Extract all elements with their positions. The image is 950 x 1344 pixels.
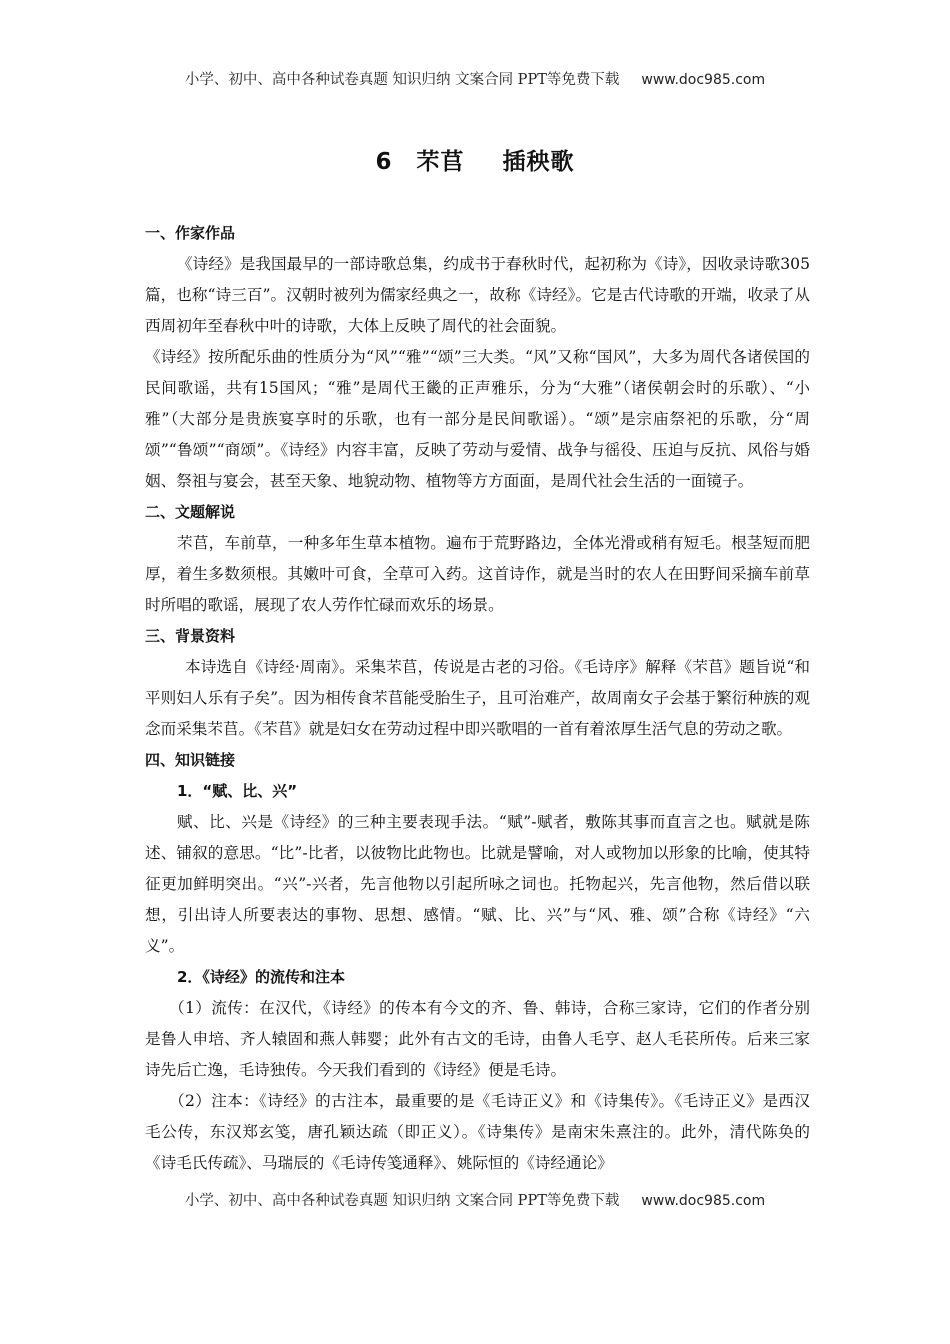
section-heading-author-works: 一、作家作品 — [145, 224, 236, 242]
header-text: 小学、初中、高中各种试卷真题 知识归纳 文案合同 PPT等免费下载 — [184, 72, 620, 88]
header-url[interactable]: www.doc985.com — [641, 72, 766, 88]
page-header — [0, 68, 950, 89]
footer-url[interactable]: www.doc985.com — [641, 1193, 766, 1209]
footer-text: 小学、初中、高中各种试卷真题 知识归纳 文案合同 PPT等免费下载 — [184, 1193, 620, 1209]
section-heading-background: 三、背景资料 — [145, 627, 236, 645]
paragraph-fu-bi-xing: 赋、比、兴是《诗经》的三种主要表现手法。“赋”-赋者，敷陈其事而直言之也。赋就是陈述、铺叙的意思。“比”-比者，以彼物比此物也。比就是譬喻，对人或物加以形象的比喻，使其特征更加鲜明突出。“兴”-兴者，先言他物以引起所咏之词也。托物起兴，先言他物，然后借以联想，引出诗人所要表达的事物、思想、感情。“赋、比、兴”与“风、雅、颂”合称《诗经》“六义”。 — [145, 813, 810, 955]
paragraph-annotations: （2）注本：《诗经》的古注本，最重要的是《毛诗正义》和《诗集传》。《毛诗正义》是西汉毛公传，东汉郑玄笺，唐孔颖达疏（即正义）。《诗集传》是南宋朱熹注的。此外，清代陈奂的《诗毛氏传疏》、马瑞辰的《毛诗传笺通释》、姚际恒的《诗经通论》 — [145, 1092, 810, 1172]
title-number: 6 — [375, 149, 393, 175]
paragraph-author-works-1: 《诗经》是我国最早的一部诗歌总集，约成书于春秋时代，起初称为《诗》，因收录诗歌305篇，也称“诗三百”。汉朝时被列为儒家经典之一，故称《诗经》。它是古代诗歌的开端，收录了从西周初年至春秋中叶的诗歌，大体上反映了周代的社会面貌。 — [145, 255, 810, 335]
section-heading-knowledge-links: 四、知识链接 — [145, 751, 236, 769]
paragraph-transmission: （1）流传：在汉代，《诗经》的传本有今文的齐、鲁、韩诗，合称三家诗，它们的作者分别是鲁人申培、齐人辕固和燕人韩婴；此外有古文的毛诗，由鲁人毛亨、赵人毛苌所传。后来三家诗先后亡逸，毛诗独传。今天我们看到的《诗经》便是毛诗。 — [145, 999, 810, 1079]
section-heading-title-explanation: 二、文题解说 — [145, 503, 236, 521]
title-part1: 芣苢 — [416, 149, 465, 175]
paragraph-author-works-2: 《诗经》按所配乐曲的性质分为“风”“雅”“颂”三大类。“风”又称“国风”，大多为周代各诸侯国的民间歌谣，共有15国风；“雅”是周代王畿的正声雅乐，分为“大雅”（诸侯朝会时的乐歌）、“小雅”（大部分是贵族宴享时的乐歌，也有一部分是民间歌谣）。“颂”是宗庙祭祀的乐歌，分“周颂”“鲁颂”“商颂”。《诗经》内容丰富，反映了劳动与爱情、战争与徭役、压迫与反抗、风俗与婚姻、祭祖与宴会，甚至天象、地貌动物、植物等方方面面，是周代社会生活的一面镜子。 — [145, 348, 810, 490]
paragraph-title-explanation: 芣苢，车前草，一种多年生草本植物。遍布于荒野路边，全体光滑或稍有短毛。根茎短而肥厚，着生多数须根。其嫩叶可食，全草可入药。这首诗作，就是当时的农人在田野间采摘车前草时所唱的歌谣，展现了农人劳作忙碌而欢乐的场景。 — [145, 534, 810, 614]
title-part2: 插秧歌 — [502, 149, 575, 175]
page-title — [0, 143, 950, 176]
subheading-transmission-annotations: 2．《诗经》的流传和注本 — [177, 968, 345, 986]
paragraph-background: 本诗选自《诗经·周南》。采集芣苢，传说是古老的习俗。《毛诗序》解释《芣苢》题旨说“和平则妇人乐有子矣”。因为相传食芣苢能受胎生子，且可治难产，故周南女子会基于繁衍种族的观念而采集芣苢。《芣苢》就是妇女在劳动过程中即兴歌唱的一首有着浓厚生活气息的劳动之歌。 — [145, 658, 810, 738]
subheading-fu-bi-xing: 1．“赋、比、兴” — [177, 782, 298, 800]
page-footer — [0, 1189, 950, 1210]
document-body — [145, 218, 810, 1179]
